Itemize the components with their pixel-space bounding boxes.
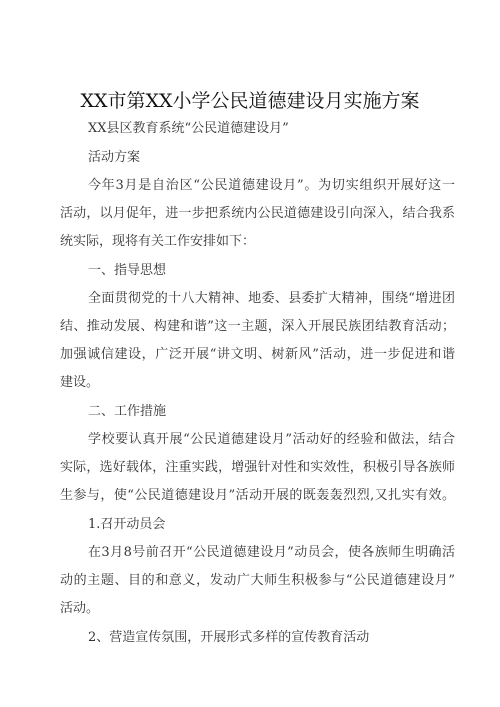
paragraph-line: 统实际，现将有关工作安排如下： — [60, 234, 256, 249]
document-title: XX市第XX小学公民道德建设月实施方案 — [80, 90, 420, 112]
paragraph-line: 结、推动发展、构建和谐”这一主题，深入开展民族团结教育活动； — [60, 319, 455, 334]
paragraph-line: 在3月8号前召开“公民道德建设月”动员会，使各族师生明确活 — [88, 545, 455, 560]
subtitle-line: XX县区教育系统“公民道德建设月” — [88, 121, 289, 136]
paragraph-line: 今年3月是自治区“公民道德建设月”。为切实组织开展好这一 — [88, 178, 455, 193]
paragraph-line: 生参与，使“公民道德建设月”活动开展的既轰轰烈烈,又扎实有效。 — [60, 488, 455, 503]
paragraph-line: 学校要认真开展“公民道德建设月”活动好的经验和做法，结合 — [88, 432, 455, 447]
subsection-heading-publicity: 2、营造宣传氛围，开展形式多样的宣传教育活动 — [88, 630, 370, 645]
paragraph-line: 活动。 — [60, 601, 100, 616]
paragraph-line: 动的主题、目的和意义，发动广大师生积极参与“公民道德建设月” — [60, 573, 455, 588]
paragraph-line: 加强诚信建设，广泛开展“讲文明、树新风”活动，进一步促进和谐 — [60, 347, 455, 362]
paragraph-line: 全面贯彻党的十八大精神、地委、县委扩大精神，围绕“增进团 — [88, 291, 455, 306]
subsection-heading-mobilization: 1.召开动员会 — [88, 517, 166, 532]
paragraph-line: 实际，选好载体，注重实践，增强针对性和实效性，积极引导各族师 — [60, 460, 455, 475]
heading-activity-plan: 活动方案 — [88, 150, 141, 165]
paragraph-line: 活动，以月促年，进一步把系统内公民道德建设引向深入，结合我系 — [60, 206, 455, 221]
paragraph-line: 建设。 — [60, 375, 100, 390]
section-heading-work-measures: 二、工作措施 — [88, 404, 167, 419]
section-heading-guiding-ideology: 一、指导思想 — [88, 263, 167, 278]
